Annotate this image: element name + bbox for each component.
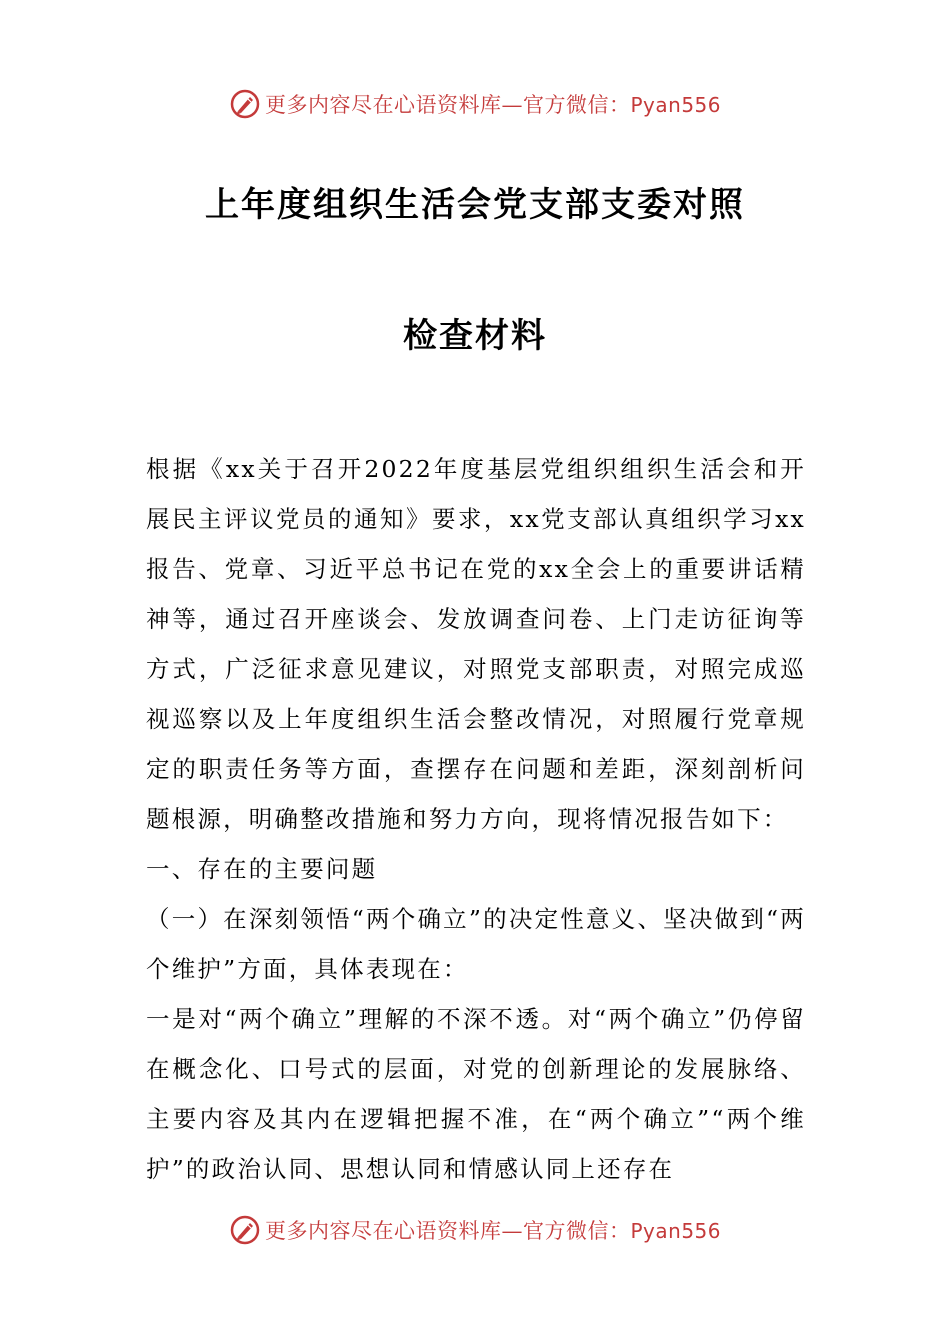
subsection-heading-1: （一）在深刻领悟“两个确立”的决定性意义、坚决做到“两个维护”方面，具体表现在： <box>146 905 806 983</box>
paragraph-point-1: 一是对“两个确立”理解的不深不透。对“两个确立”仍停留在概念化、口号式的层面，对党的创新理论的发展脉络、主要内容及其内在逻辑把握不准，在“两个确立”“两个维护”的政治认同、思想认同和情感认同上还存在 <box>146 1005 806 1183</box>
watermark-text: 更多内容尽在心语资料库—官方微信：Pyan556 <box>264 1219 721 1243</box>
pen-nib-icon <box>229 1214 261 1246</box>
paragraph-intro: 根据《xx关于召开2022年度基层党组织组织生活会和开展民主评议党员的通知》要求，xx党支部认真组织学习xx报告、党章、习近平总书记在党的xx全会上的重要讲话精神等，通过召开座谈会、发放调查问卷、上门走访征询等方式，广泛征求意见建议，对照党支部职责，对照完成巡视巡察以及上年度组织生活会整改情况，对照履行党章规定的职责任务等方面，查摆存在问题和差距，深刻剖析问题根源，明确整改措施和努力方向，现将情况报告如下： <box>146 455 806 833</box>
document-title-line-1: 上年度组织生活会党支部支委对照 <box>205 185 745 225</box>
document-title-line-2: 检查材料 <box>403 316 547 356</box>
section-heading-1: 一、存在的主要问题 <box>146 855 378 883</box>
watermark-footer <box>0 1210 950 1250</box>
watermark-header <box>0 84 950 124</box>
watermark-text: 更多内容尽在心语资料库—官方微信：Pyan556 <box>264 93 721 117</box>
document-body <box>146 444 806 1194</box>
pen-nib-icon <box>229 88 261 120</box>
